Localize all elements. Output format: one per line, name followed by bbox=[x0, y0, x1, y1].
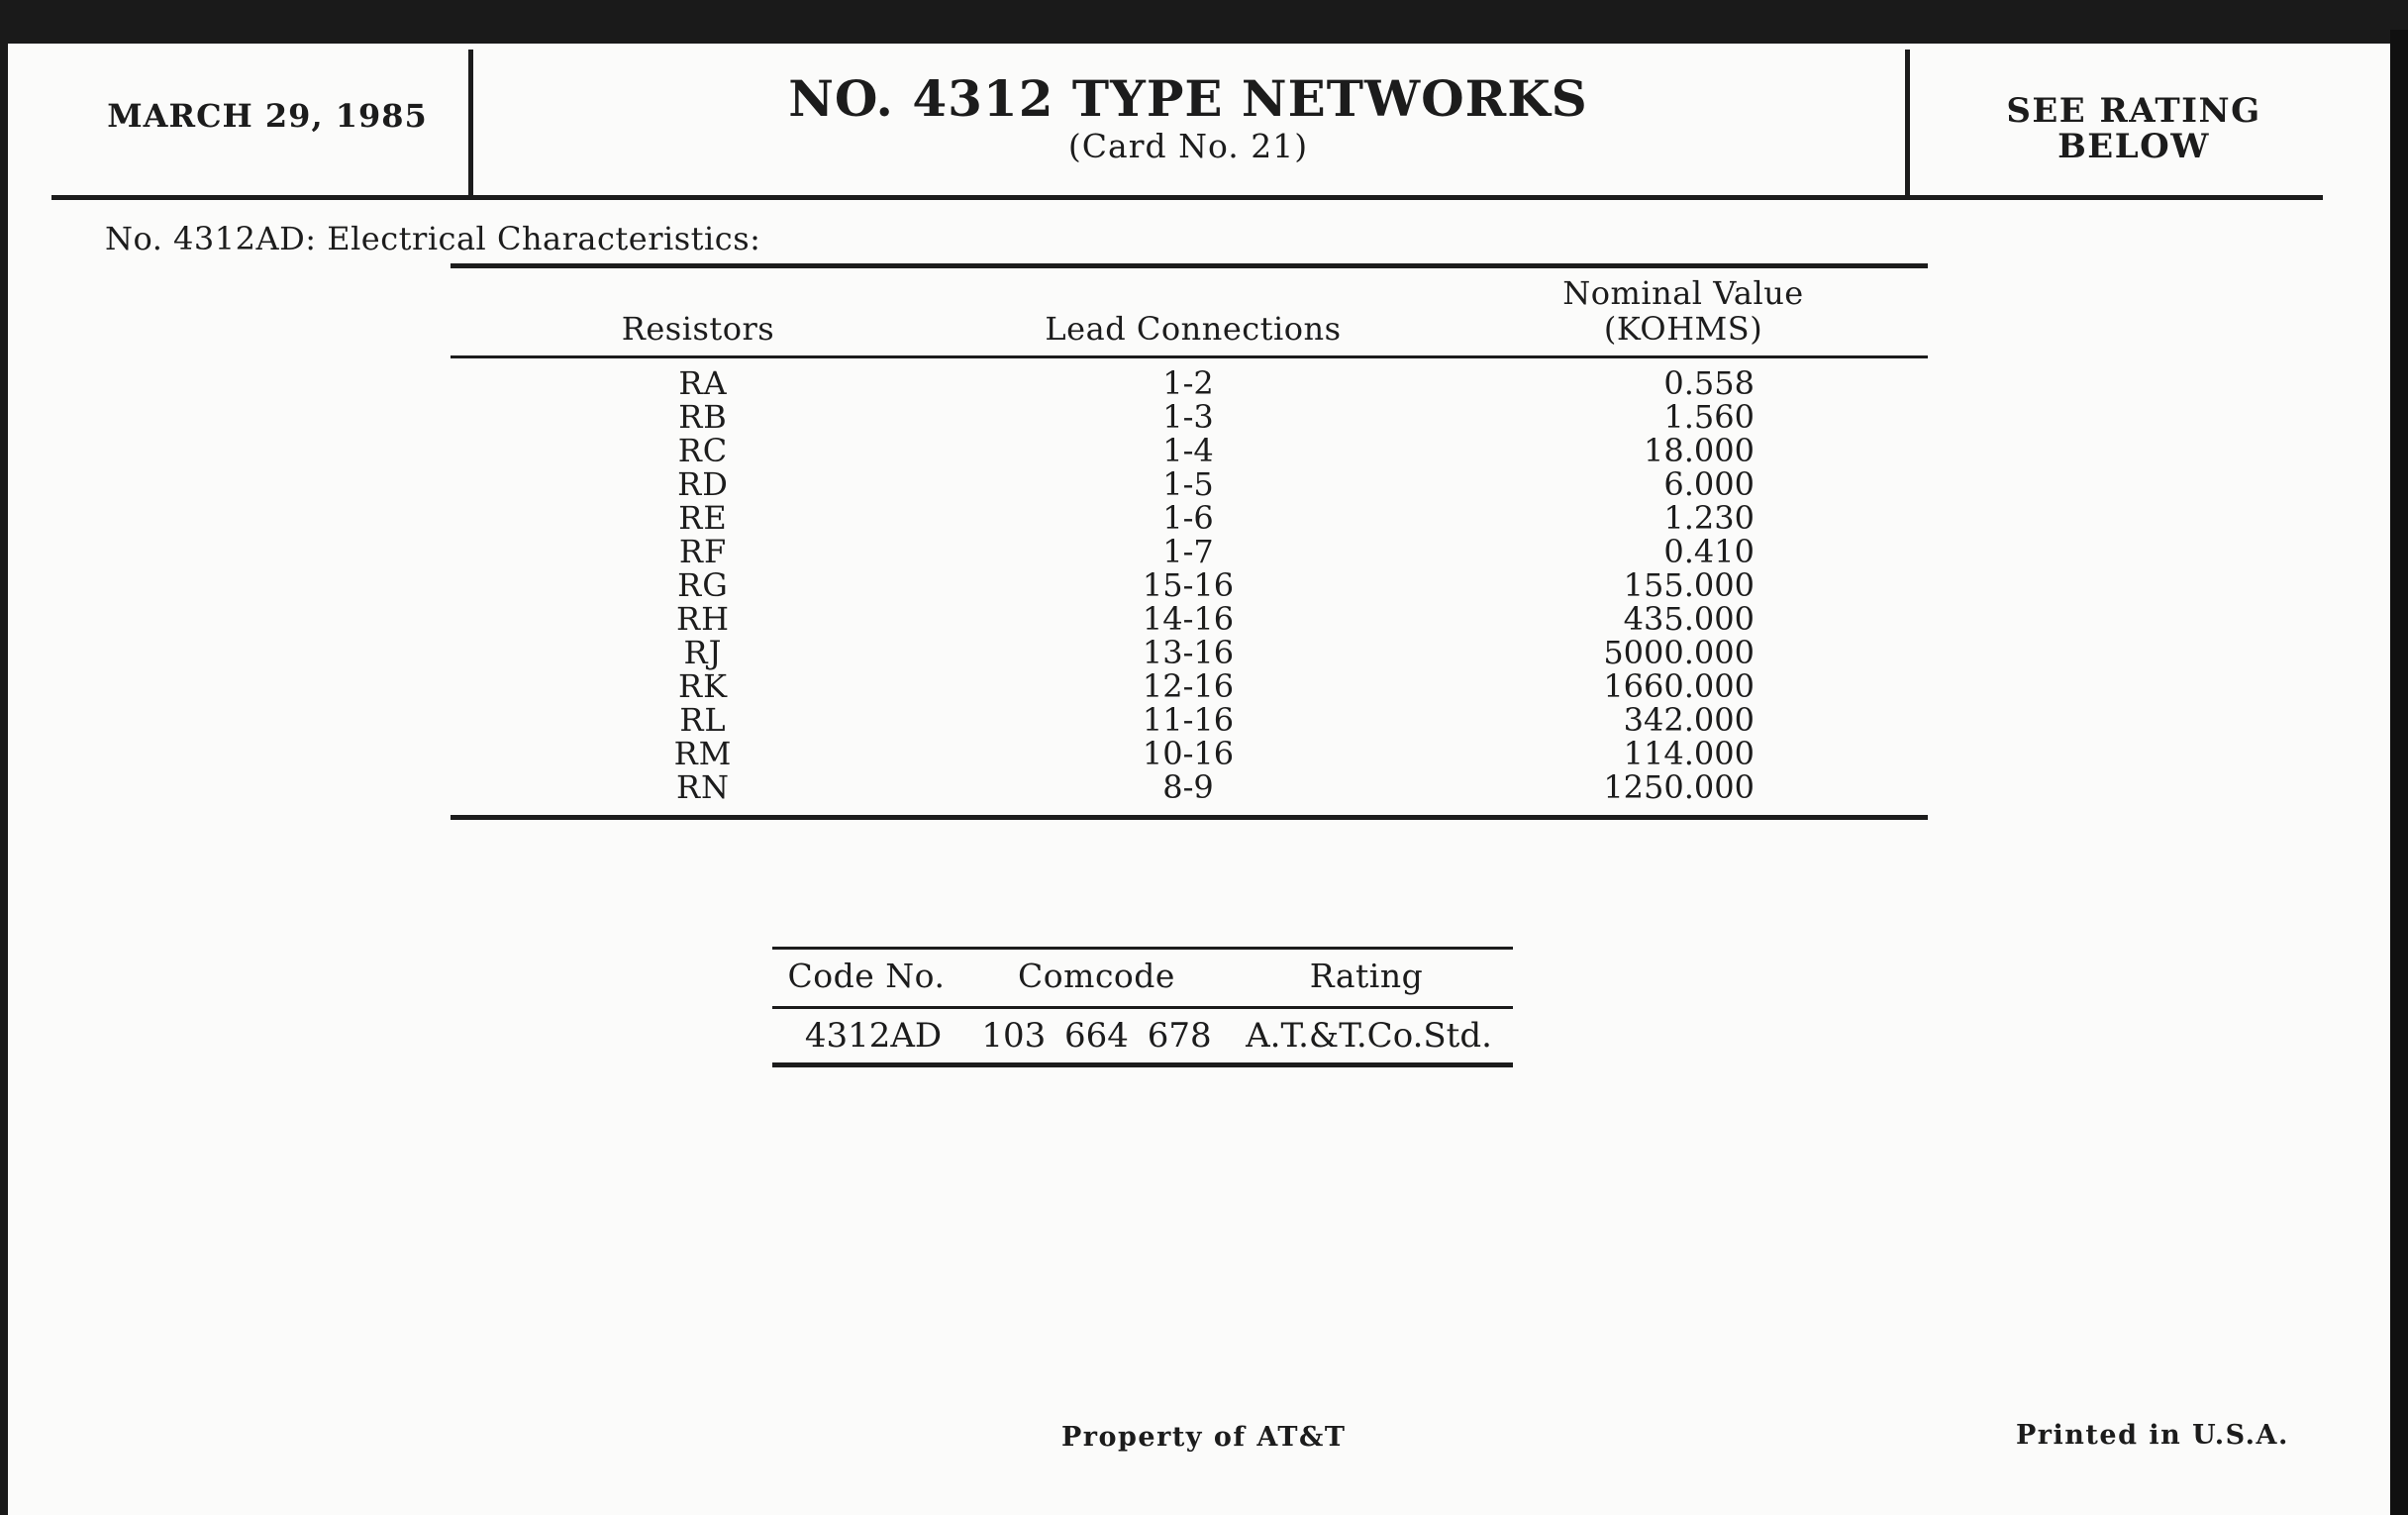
table-cell: 12-16 bbox=[1142, 667, 1235, 705]
table-cell: RL bbox=[679, 701, 727, 739]
header-code-no: Code No. bbox=[787, 957, 946, 995]
header-comcode: Comcode bbox=[1018, 957, 1175, 995]
table-cell: RB bbox=[678, 398, 728, 436]
code-no-value: 4312AD bbox=[804, 1016, 943, 1056]
lead-connections-column bbox=[1099, 366, 1277, 804]
table-cell: 0.410 bbox=[1663, 533, 1755, 570]
table-cell: 1-3 bbox=[1162, 398, 1214, 436]
header-rating: Rating bbox=[1309, 957, 1424, 995]
header-rule bbox=[51, 195, 2323, 200]
rating-note bbox=[1916, 93, 2352, 164]
table-cell: 1660.000 bbox=[1603, 667, 1755, 705]
table-cell: RK bbox=[678, 667, 728, 705]
table-cell: 5000.000 bbox=[1603, 634, 1755, 671]
table-cell: 18.000 bbox=[1644, 432, 1755, 469]
header-divider-right bbox=[1905, 50, 1910, 196]
table-cell: RD bbox=[677, 465, 729, 503]
code-table-bottom-rule bbox=[772, 1062, 1513, 1067]
code-table-header-rule bbox=[772, 1006, 1513, 1009]
table-cell: RF bbox=[678, 533, 728, 570]
table-header-rule bbox=[451, 355, 1928, 358]
nominal-value-column bbox=[1535, 366, 1755, 804]
table-cell: RJ bbox=[683, 634, 723, 671]
header-nominal-value bbox=[1475, 275, 1891, 347]
table-cell: RC bbox=[677, 432, 729, 469]
card-number: (Card No. 21) bbox=[1067, 127, 1309, 165]
table-cell: RA bbox=[678, 364, 728, 402]
table-cell: 155.000 bbox=[1623, 566, 1755, 604]
comcode-value: 103 664 678 bbox=[981, 1016, 1212, 1056]
footer-property: Property of AT&T bbox=[1061, 1422, 1347, 1453]
table-cell: RN bbox=[675, 768, 731, 806]
table-cell: 1-7 bbox=[1162, 533, 1214, 570]
table-cell: 8-9 bbox=[1162, 768, 1214, 806]
table-cell: RM bbox=[673, 735, 733, 772]
header-resistors: Resistors bbox=[621, 310, 775, 348]
table-top-rule bbox=[451, 263, 1928, 268]
table-cell: 435.000 bbox=[1623, 600, 1755, 638]
table-cell: 1-5 bbox=[1162, 465, 1214, 503]
section-title: No. 4312AD: Electrical Characteristics: bbox=[105, 220, 761, 257]
table-cell: 10-16 bbox=[1142, 735, 1235, 772]
table-cell: 15-16 bbox=[1142, 566, 1235, 604]
rating-note-line1: SEE RATING bbox=[2006, 91, 2261, 131]
table-cell: 6.000 bbox=[1663, 465, 1755, 503]
table-cell: 114.000 bbox=[1623, 735, 1755, 772]
table-bottom-rule bbox=[451, 815, 1928, 820]
table-cell: RH bbox=[676, 600, 730, 638]
table-cell: 342.000 bbox=[1623, 701, 1755, 739]
table-cell: 1.230 bbox=[1663, 499, 1755, 537]
table-cell: 1-6 bbox=[1162, 499, 1214, 537]
table-cell: 1.560 bbox=[1663, 398, 1755, 436]
table-cell: 1-4 bbox=[1162, 432, 1214, 469]
card-date: MARCH 29, 1985 bbox=[107, 97, 428, 135]
table-cell: 14-16 bbox=[1142, 600, 1235, 638]
footer-printed: Printed in U.S.A. bbox=[2016, 1420, 2289, 1451]
code-table-top-rule bbox=[772, 947, 1513, 950]
table-cell: 1250.000 bbox=[1603, 768, 1755, 806]
table-cell: RG bbox=[677, 566, 729, 604]
header-nominal-value-line2: (KOHMS) bbox=[1603, 310, 1763, 348]
table-cell: 1-2 bbox=[1162, 364, 1214, 402]
rating-value: A.T.&T.Co.Std. bbox=[1246, 1016, 1492, 1056]
card-title: NO. 4312 TYPE NETWORKS bbox=[788, 69, 1588, 128]
table-cell: RE bbox=[678, 499, 728, 537]
header-nominal-value-line1: Nominal Value bbox=[1562, 274, 1804, 312]
table-cell: 13-16 bbox=[1142, 634, 1235, 671]
table-cell: 0.558 bbox=[1663, 364, 1755, 402]
scan-edge bbox=[2390, 30, 2408, 1515]
resistors-column bbox=[614, 366, 792, 804]
table-cell: 11-16 bbox=[1142, 701, 1235, 739]
rating-note-line2: BELOW bbox=[2057, 127, 2210, 166]
header-lead-connections: Lead Connections bbox=[1045, 310, 1342, 348]
